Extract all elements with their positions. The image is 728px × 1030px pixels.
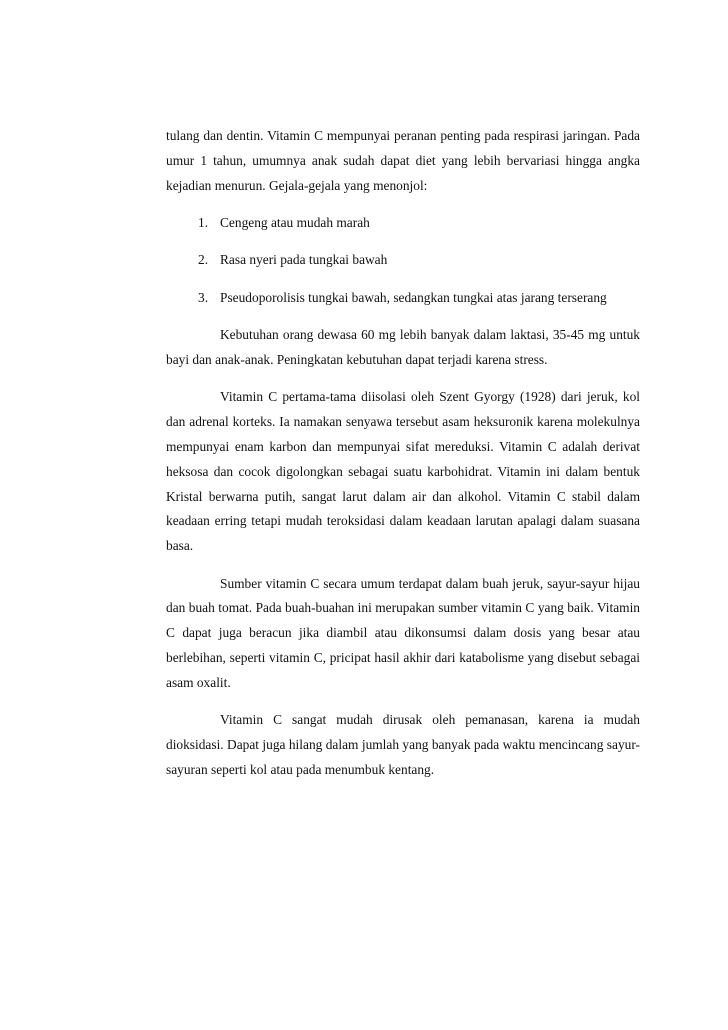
list-item-text: Rasa nyeri pada tungkai bawah — [220, 252, 388, 268]
list-item-number: 2. — [198, 252, 209, 268]
paragraph-intro: tulang dan dentin. Vitamin C mempunyai peranan penting pada respirasi jaringan. Pada umur 1 tahun, umumnya anak sudah dapat diet yang lebih bervariasi hingga angka kejadian menurun. Gejala-gejala yang menonjol: — [166, 128, 640, 193]
paragraph-sources: Sumber vitamin C secara umum terdapat dalam buah jeruk, sayur-sayur hijau dan buah tomat. Pada buah-buahan ini merupakan sumber vitamin C yang baik. Vitamin C dapat juga beracun jika diambil atau dikonsumsi dalam dosis yang besar atau berlebihan, seperti vitamin C, pricipat hasil akhir dari katabolisme yang disebut sebagai asam oxalit. — [166, 575, 640, 690]
symptom-list — [166, 211, 640, 311]
list-item-text: Cengeng atau mudah marah — [220, 214, 370, 230]
list-item — [166, 248, 640, 273]
paragraph-stability: Vitamin C sangat mudah dirusak oleh pemanasan, karena ia mudah dioksidasi. Dapat juga hilang dalam jumlah yang banyak pada waktu mencincang sayur-sayuran seperti kol atau pada menumbuk kentang. — [166, 712, 640, 777]
list-item — [166, 211, 640, 236]
list-item-text: Pseudoporolisis tungkai bawah, sedangkan tungkai atas jarang terserang — [220, 289, 607, 305]
list-item-number: 3. — [198, 289, 209, 305]
list-item — [166, 286, 640, 311]
paragraph-isolation: Vitamin C pertama-tama diisolasi oleh Szent Gyorgy (1928) dari jeruk, kol dan adrenal korteks. Ia namakan senyawa tersebut asam heksuronik karena molekulnya mempunyai enam karbon dan mempunyai sifat mereduksi. Vitamin C adalah derivat heksosa dan cocok digolongkan sebagai suatu karbohidrat. Vitamin ini dalam bentuk Kristal berwarna putih, sangat larut dalam air dan alkohol. Vitamin C stabil dalam keadaan erring tetapi mudah teroksidasi dalam keadaan larutan apalagi dalam suasana basa. — [166, 389, 640, 554]
list-item-number: 1. — [198, 214, 209, 230]
document-page — [166, 124, 640, 782]
paragraph-requirements: Kebutuhan orang dewasa 60 mg lebih banyak dalam laktasi, 35-45 mg untuk bayi dan anak-anak. Peningkatan kebutuhan dapat terjadi karena stress. — [166, 327, 640, 367]
